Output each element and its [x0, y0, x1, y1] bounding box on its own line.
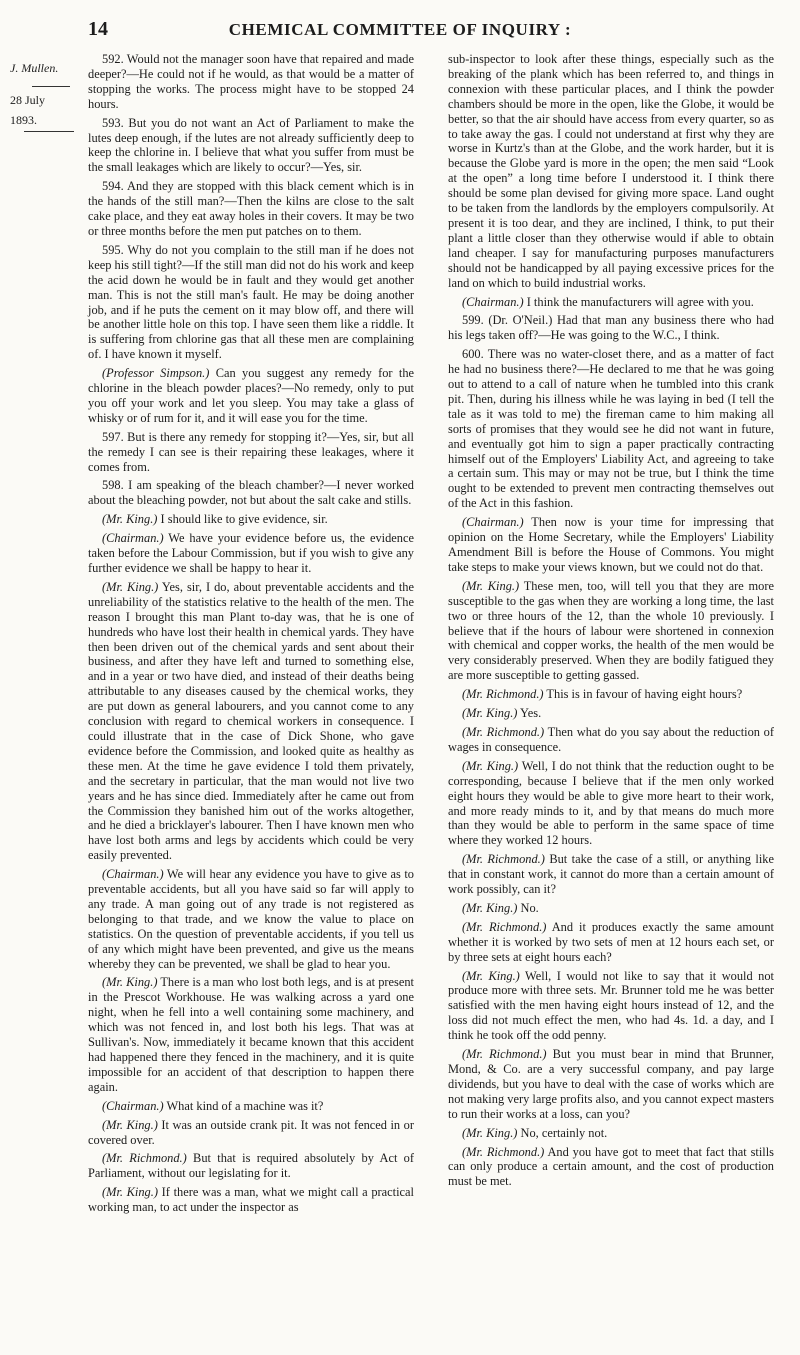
right-column	[448, 52, 774, 1193]
paragraph-text: Can you suggest any remedy for the chlorine in the bleach powder places?—No remedy, only to put you off your work and let you sleep. You may take a glass of whisky or of rum for it, and it will ease you for the time.	[88, 366, 415, 425]
paragraph-text: 598. I am speaking of the bleach chamber?—I never worked about the bleaching powder, not but about the salt cake and stills.	[88, 478, 414, 508]
paragraph-text: This is in favour of having eight hours?	[543, 687, 743, 702]
speaker-label: (Mr. King.)	[102, 1185, 158, 1200]
paragraph-text: Then what do you say about the reduction of wages in consequence.	[448, 724, 774, 754]
speaker-label: (Mr. Richmond.)	[462, 852, 545, 867]
paragraph	[88, 1185, 414, 1215]
paragraph-text: There is a man who lost both legs, and is at present in the Prescot Workhouse. He was walking across a yard one night, when he fell into a well containing some machinery, and which was not fenced in, and lost both his legs. That was at Sullivan's. Now, immediately it became known that this accident had happened there they fenced in the machinery, and it is quite impossible for an accident of that description to happen there again.	[88, 975, 414, 1094]
left-column	[88, 52, 414, 1219]
speaker-label: (Mr. Richmond.)	[462, 687, 544, 702]
paragraph	[448, 52, 774, 291]
paragraph-text: But take the case of a still, or anything like that in constant work, it cannot do more than a certain amount of work possibly, can it?	[448, 852, 774, 897]
paragraph	[448, 852, 774, 897]
paragraph-text: Then now is your time for impressing that opinion on the Home Secretary, while the Employers' Liability Amendment Bill is before the House of Commons. You might take steps to make your views known, but we could not do that.	[448, 515, 774, 574]
speaker-label: (Mr. King.)	[102, 975, 158, 990]
paragraph-text: No, certainly not.	[517, 1125, 608, 1140]
hearing-date: 28 July 1893.	[10, 93, 46, 127]
paragraph	[448, 515, 774, 575]
paragraph	[88, 1118, 414, 1148]
speaker-label: (Mr. King.)	[102, 579, 159, 594]
paragraph	[448, 347, 774, 511]
paragraph	[448, 1145, 774, 1190]
page-header	[0, 18, 800, 42]
paragraph-text: We have your evidence before us, the evidence taken before the Labour Commission, but if you wish to give any further evidence we shall be happy to hear it.	[88, 531, 414, 575]
paragraph-text: sub-inspector to look after these things, especially such as the breaking of the plank which has been referred to, and things in connexion with these particular places, and I think the powder chambers should be more in the open, like the Globe, it would be better, so that the air should have access from every quarter, so as to take away the gas. I could not understand at first why they are worse in Kurtz's than at the Globe, and the work harder, but it is because the Globe yard is more in the open; the men said “Look at the open” a long time before I understood it. I think there should be some plan devised for giving more space. Land ought to be taken from the landlords by the employers compulsorily. At present it is too dear, and they are inclined, I think, to put their plant a little closer than they otherwise would if able to obtain land cheaper. I say for manufacturing purposes manufacturers should not be handicapped by all paying excessive prices for the land on which to build industrial works.	[448, 52, 774, 290]
speaker-label: (Mr. Richmond.)	[102, 1151, 187, 1166]
paragraph-text: But you must bear in mind that Brunner, Mond, & Co. are a very successful company, and pay large dividends, but you have to deal with the case of works which are not making very large profits also, and you cannot expect masters to run their works at a loss, can you?	[448, 1047, 774, 1121]
speaker-label: (Mr. King.)	[462, 706, 518, 721]
paragraph	[88, 430, 414, 475]
speaker-label: (Chairman.)	[102, 867, 164, 882]
paragraph	[88, 1151, 414, 1181]
paragraph-text: 595. Why do not you complain to the still man if he does not keep his still tight?—If the still man did not do his work and keep the acid down he would be in fault and they would get another man. This is not the still man's fault. He may be doing another job, and if he puts the cement on it may blow off, and there will be another little hole on this top. I have seen them like a riddle. It is suffering from chlorine gas that all these men are complaining of. I have known it myself.	[88, 242, 414, 362]
paragraph	[448, 759, 774, 848]
paragraph-text: And it produces exactly the same amount whether it is worked by two sets of men at 12 hours each set, or by three sets at eight hours each?	[448, 919, 774, 964]
speaker-label: (Mr. King.)	[462, 968, 520, 983]
witness-name: J. Mullen.	[10, 61, 59, 75]
paragraph	[448, 313, 774, 343]
paragraph-text: 594. And they are stopped with this black cement which is in the hands of the still man?—Then the kilns are close to the salt cake place, and they eat away holes in their covers. It may be two or three months before the men put patches on to them.	[88, 179, 414, 238]
paragraph	[88, 580, 414, 863]
speaker-label: (Mr. King.)	[102, 1117, 158, 1132]
paragraph-text: Yes, sir, I do, about preventable accidents and the unreliability of the statistics relative to the health of the men. The reason I brought this man Plant to-day was, that he is one of hundreds who have lost their health in chemical yards. They have then been driven out of the chemical yards and sent about their business, and after they have left and turned to something else, and in a year or two have died, and instead of their deaths being attributable to any diseases caused by the chemical works, they are put down as general labourers, and you cannot come to any conclusion with regard to chemical workers in consequence. I could illustrate that in the case of Dick Shone, who gave evidence before the Commission, and looked quite as healthy as these men. At the time he gave evidence I told them privately, and the secretary in particular, that the man would not live two years and he has since died. Immediately after he came out from the Commission they banished him out of the works altogether, and he died a bricklayer's labourer. Then I have known men who have lost both arms and legs by accidents which could be very easily prevented.	[88, 579, 414, 863]
speaker-label: (Mr. King.)	[462, 758, 519, 773]
paragraph	[88, 366, 414, 426]
paragraph-text: I should like to give evidence, sir.	[157, 512, 328, 527]
paragraph-text: If there was a man, what we might call a practical working man, to act under the inspector as	[88, 1185, 414, 1215]
speaker-label: (Mr. King.)	[462, 900, 518, 915]
paragraph	[448, 901, 774, 916]
paragraph	[88, 867, 414, 971]
paragraph	[448, 687, 774, 702]
paragraph	[88, 243, 414, 362]
speaker-label: (Mr. Richmond.)	[462, 724, 545, 739]
speaker-label: (Chairman.)	[462, 294, 524, 309]
paragraph-text: 597. But is there any remedy for stopping it?—Yes, sir, but all the remedy I can see is their repairing these leakages, where it comes from.	[88, 429, 414, 474]
paragraph-text: Well, I do not think that the reduction ought to be corresponding, because I believe that if the men only worked eight hours they would be able to give more heart to their work, and more ready minds to it, and by that means do much more than they would be able to perform in the same space of time where they worked 12 hours.	[448, 758, 774, 848]
paragraph-text: What kind of a machine was it?	[163, 1098, 324, 1113]
speaker-label: (Mr. Richmond.)	[462, 919, 547, 934]
paragraph	[448, 579, 774, 683]
paragraph	[448, 725, 774, 755]
paragraph	[88, 975, 414, 1094]
speaker-label: (Chairman.)	[462, 515, 524, 530]
paragraph	[88, 52, 414, 112]
paragraph-text: I think the manufacturers will agree with you.	[523, 294, 754, 309]
paragraph	[448, 969, 774, 1044]
paragraph	[88, 1099, 414, 1114]
margin-note	[10, 58, 74, 132]
running-title: CHEMICAL COMMITTEE OF INQUIRY :	[228, 20, 572, 39]
paragraph-text: 600. There was no water-closet there, and as a matter of fact he had no business there?—He declared to me that he was going out to attend to a call of nature when he tumbled into this crank pit. Then, during his illness while he was laying in bed (I tell the tale as it was told to me) the fireman came to him making all sorts of promises that they would see he did not want in future, and eventually got him to sign a paper practically contracting himself out of the Employers' Liability Act, and agreeing to take a certain sum. This may or may not be true, but I think the time ought to be extended to prevent men contracting themselves out of the Act in this fashion.	[448, 347, 774, 511]
paragraph	[88, 512, 414, 527]
paragraph-text: These men, too, will tell you that they are more susceptible to the gas when they are working a long time, the last two or three hours of the 12, than the whole 10 previously. I believe that if the hours of labour were shortened in connexion with chemical and copper works, the health of the men would be very considerably preserved. When they are bodily fatigued they are more susceptible to getting gassed.	[448, 578, 774, 683]
speaker-label: (Mr. King.)	[462, 1125, 518, 1140]
speaker-label: (Mr. Richmond.)	[462, 1047, 547, 1062]
speaker-label: (Professor Simpson.)	[102, 366, 210, 381]
paragraph	[88, 478, 414, 508]
margin-rule	[24, 131, 74, 132]
paragraph	[448, 1126, 774, 1141]
paragraph-text: And you have got to meet that fact that stills can only produce a certain amount, and the cost of production must be met.	[448, 1144, 774, 1189]
margin-rule	[32, 86, 70, 87]
speaker-label: (Mr. Richmond.)	[462, 1144, 545, 1159]
paragraph	[88, 531, 414, 576]
page-number: 14	[88, 18, 108, 40]
paragraph	[448, 706, 774, 721]
paragraph	[88, 116, 414, 176]
speaker-label: (Chairman.)	[102, 1098, 164, 1113]
paragraph	[88, 179, 414, 239]
paragraph-text: 592. Would not the manager soon have that repaired and made deeper?—He could not if he would, as that would be a matter of stopping the works. The process might have to be stopped 24 hours.	[88, 52, 414, 111]
paragraph-text: Well, I would not like to say that it would not produce more with three sets. Mr. Brunner told me he was better satisfied with the men having eight hours instead of 12, and the loss did not much effect the men, who had 4s. 1d. a day, and I think he took off the odd penny.	[448, 968, 774, 1043]
paragraph	[448, 295, 774, 310]
paragraph-text: It was an outside crank pit. It was not fenced in or covered over.	[88, 1117, 414, 1147]
paragraph	[448, 1047, 774, 1122]
speaker-label: (Mr. King.)	[102, 512, 158, 527]
speaker-label: (Mr. King.)	[462, 578, 520, 593]
speaker-label: (Chairman.)	[102, 531, 164, 546]
paragraph	[448, 920, 774, 965]
paragraph-text: Yes.	[517, 706, 542, 721]
paragraph-text: 599. (Dr. O'Neil.) Had that man any business there who had his legs taken off?—He was going to the W.C., I think.	[448, 313, 774, 343]
paragraph-text: We will hear any evidence you have to give as to preventable accidents, but all you have said so far will apply to any trade. A man going out of any trade is not registered as belonging to that trade, and we know the value to place on statistics. On the question of preventable accidents, if you tell us of any which might have been prevented, and give us the means whereby they can be prevented, we shall be glad to hear you.	[88, 867, 414, 971]
paragraph-text: 593. But you do not want an Act of Parliament to make the lutes deep enough, if the lutes are not already sufficiently deep to keep the chlorine in. I believe that what you suffer from must be the small leakages which are likely to occur?—Yes, sir.	[88, 115, 414, 175]
paragraph-text: But that is required absolutely by Act of Parliament, without our legislating for it.	[88, 1151, 415, 1181]
paragraph-text: No.	[517, 900, 539, 915]
